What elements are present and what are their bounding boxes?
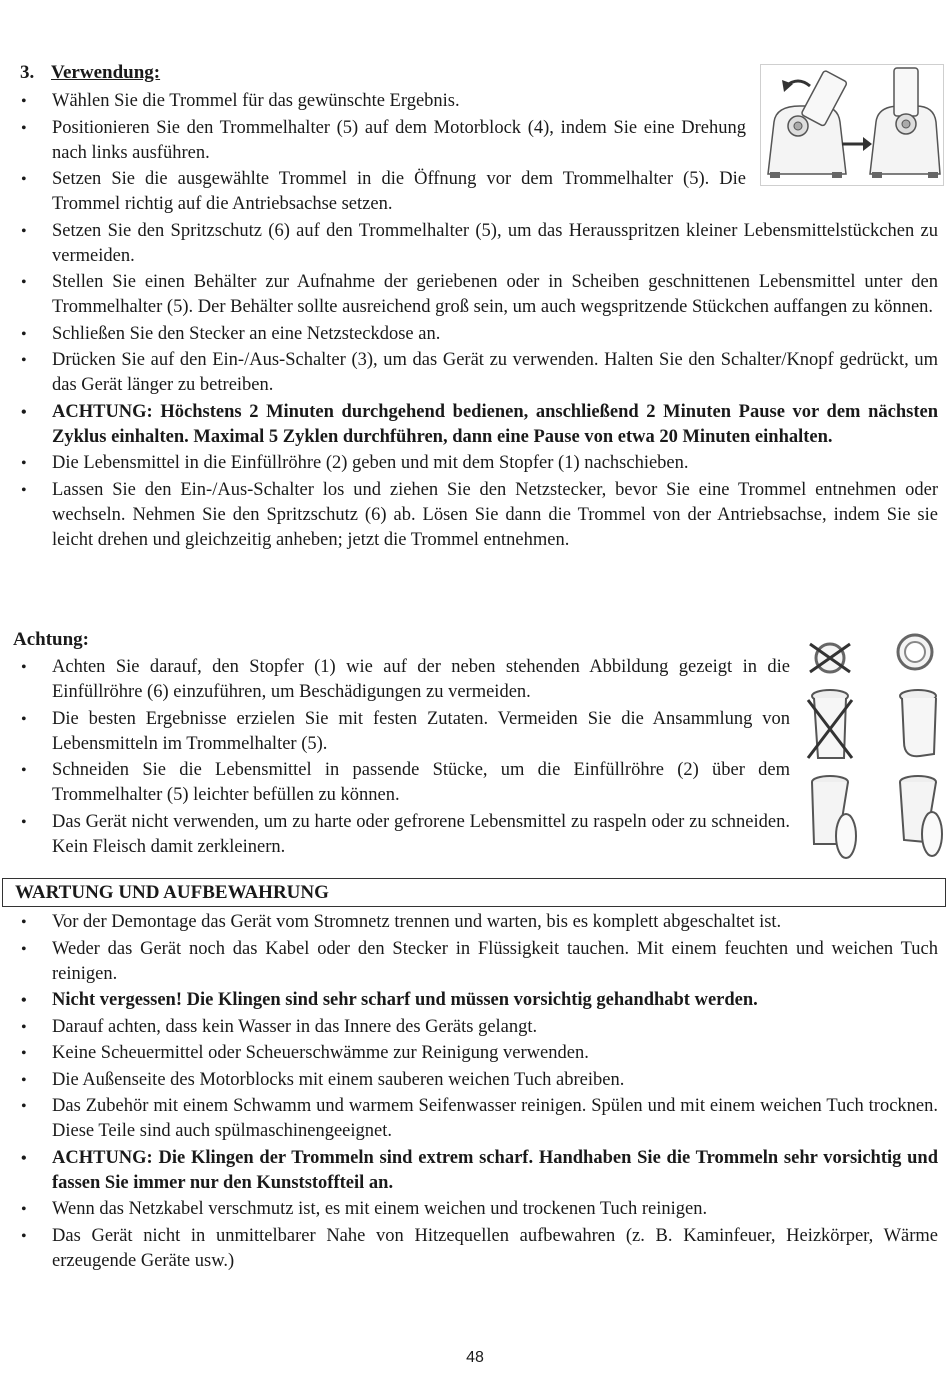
list-item: • Wählen Sie die Trommel für das gewünschte Ergebnis. — [0, 89, 938, 114]
section-heading — [20, 62, 160, 84]
caution-list — [0, 655, 790, 861]
warning-item: • Nicht vergessen! Die Klingen sind sehr scharf und müssen vorsichtig gehandhabt werden. — [0, 988, 938, 1013]
maintenance-list — [0, 910, 938, 1275]
list-item: • Setzen Sie den Spritzschutz (6) auf den Trommelhalter (5), um das Herausspritzen kleiner Lebensmittelstückchen zu vermeiden. — [0, 219, 938, 269]
list-item: • Keine Scheuermittel oder Scheuerschwämme zur Reinigung verwenden. — [0, 1041, 938, 1066]
list-item: • Schließen Sie den Stecker an eine Netzsteckdose an. — [0, 322, 938, 347]
list-item: • Setzen Sie die ausgewählte Trommel in die Öffnung vor dem Trommelhalter (5). Die Trommel richtig auf die Antriebsachse setzen. — [0, 167, 746, 217]
section-title: Verwendung: — [51, 62, 161, 83]
pusher-insertion-illustration — [800, 630, 950, 866]
list-item: • Positionieren Sie den Trommelhalter (5) auf dem Motorblock (4), indem Sie eine Drehung nach links ausführen. — [0, 116, 746, 166]
maintenance-heading: WARTUNG UND AUFBEWAHRUNG — [2, 878, 946, 907]
list-item: • Vor der Demontage das Gerät vom Stromnetz trennen und warten, bis es komplett abgeschaltet ist. — [0, 910, 938, 935]
list-item: • Weder das Gerät noch das Kabel oder den Stecker in Flüssigkeit tauchen. Mit einem feuchten und weichen Tuch reinigen. — [0, 937, 938, 987]
list-item: • Die Außenseite des Motorblocks mit einem sauberen weichen Tuch abreiben. — [0, 1068, 938, 1093]
section-number: 3. — [20, 62, 35, 83]
list-item: • Stellen Sie einen Behälter zur Aufnahme der geriebenen oder in Scheiben geschnittenen Lebensmittel unter den Trommelhalter (5). Der Behälter sollte ausreichend groß sein, um auch wegspritzende Stückchen auffangen zu können. — [0, 270, 938, 320]
list-item: • Schneiden Sie die Lebensmittel in passende Stücke, um die Einfüllröhre (2) über dem Trommelhalter (5) leichter befüllen zu können. — [0, 758, 790, 808]
list-item: • Achten Sie darauf, den Stopfer (1) wie auf der neben stehenden Abbildung gezeigt in die Einfüllröhre (6) einzuführen, um Beschädigungen zu vermeiden. — [0, 655, 790, 705]
list-item: • Das Gerät nicht verwenden, um zu harte oder gefrorene Lebensmittel zu raspeln oder zu schneiden. Kein Fleisch damit zerkleinern. — [0, 810, 790, 860]
list-item: • Lassen Sie den Ein-/Aus-Schalter los und ziehen Sie den Netzstecker, bevor Sie eine Trommel entnehmen oder wechseln. Nehmen Sie den Spritzschutz (6) ab. Lösen Sie dann die Trommel von der Antriebsachse, indem Sie sie leicht drehen und gleichzeitig anheben; jetzt die Trommel entnehmen. — [0, 478, 938, 553]
warning-item: • ACHTUNG: Die Klingen der Trommeln sind extrem scharf. Handhaben Sie die Trommeln sehr vorsichtig und fassen Sie immer nur den Kunststoffteil an. — [0, 1146, 938, 1196]
page-number: 48 — [466, 1349, 484, 1366]
drum-holder-illustration — [760, 64, 944, 186]
list-item: • Das Gerät nicht in unmittelbarer Nahe von Hitzequellen aufbewahren (z. B. Kaminfeuer, Heizkörper, Wärme erzeugende Geräte usw.) — [0, 1224, 938, 1274]
list-item: • Wenn das Netzkabel verschmutz ist, es mit einem weichen und trockenen Tuch reinigen. — [0, 1197, 938, 1222]
caution-heading: Achtung: — [13, 629, 90, 650]
warning-item: • ACHTUNG: Höchstens 2 Minuten durchgehend bedienen, anschließend 2 Minuten Pause vor dem nächsten Zyklus einhalten. Maximal 5 Zyklen durchführen, dann eine Pause von etwa 20 Minuten einhalten. — [0, 400, 938, 450]
list-item: • Die besten Ergebnisse erzielen Sie mit festen Zutaten. Vermeiden Sie die Ansammlung von Lebensmitteln im Trommelhalter (5). — [0, 707, 790, 757]
list-item: • Das Zubehör mit einem Schwamm und warmem Seifenwasser reinigen. Spülen und mit einem weichen Tuch trocknen. Diese Teile sind auch spülmaschinengeeignet. — [0, 1094, 938, 1144]
list-item: • Drücken Sie auf den Ein-/Aus-Schalter (3), um das Gerät zu verwenden. Halten Sie den Schalter/Knopf gedrückt, um das Gerät länger zu betreiben. — [0, 348, 938, 398]
list-item: • Die Lebensmittel in die Einfüllröhre (2) geben und mit dem Stopfer (1) nachschieben. — [0, 451, 938, 476]
list-item: • Darauf achten, dass kein Wasser in das Innere des Geräts gelangt. — [0, 1015, 938, 1040]
